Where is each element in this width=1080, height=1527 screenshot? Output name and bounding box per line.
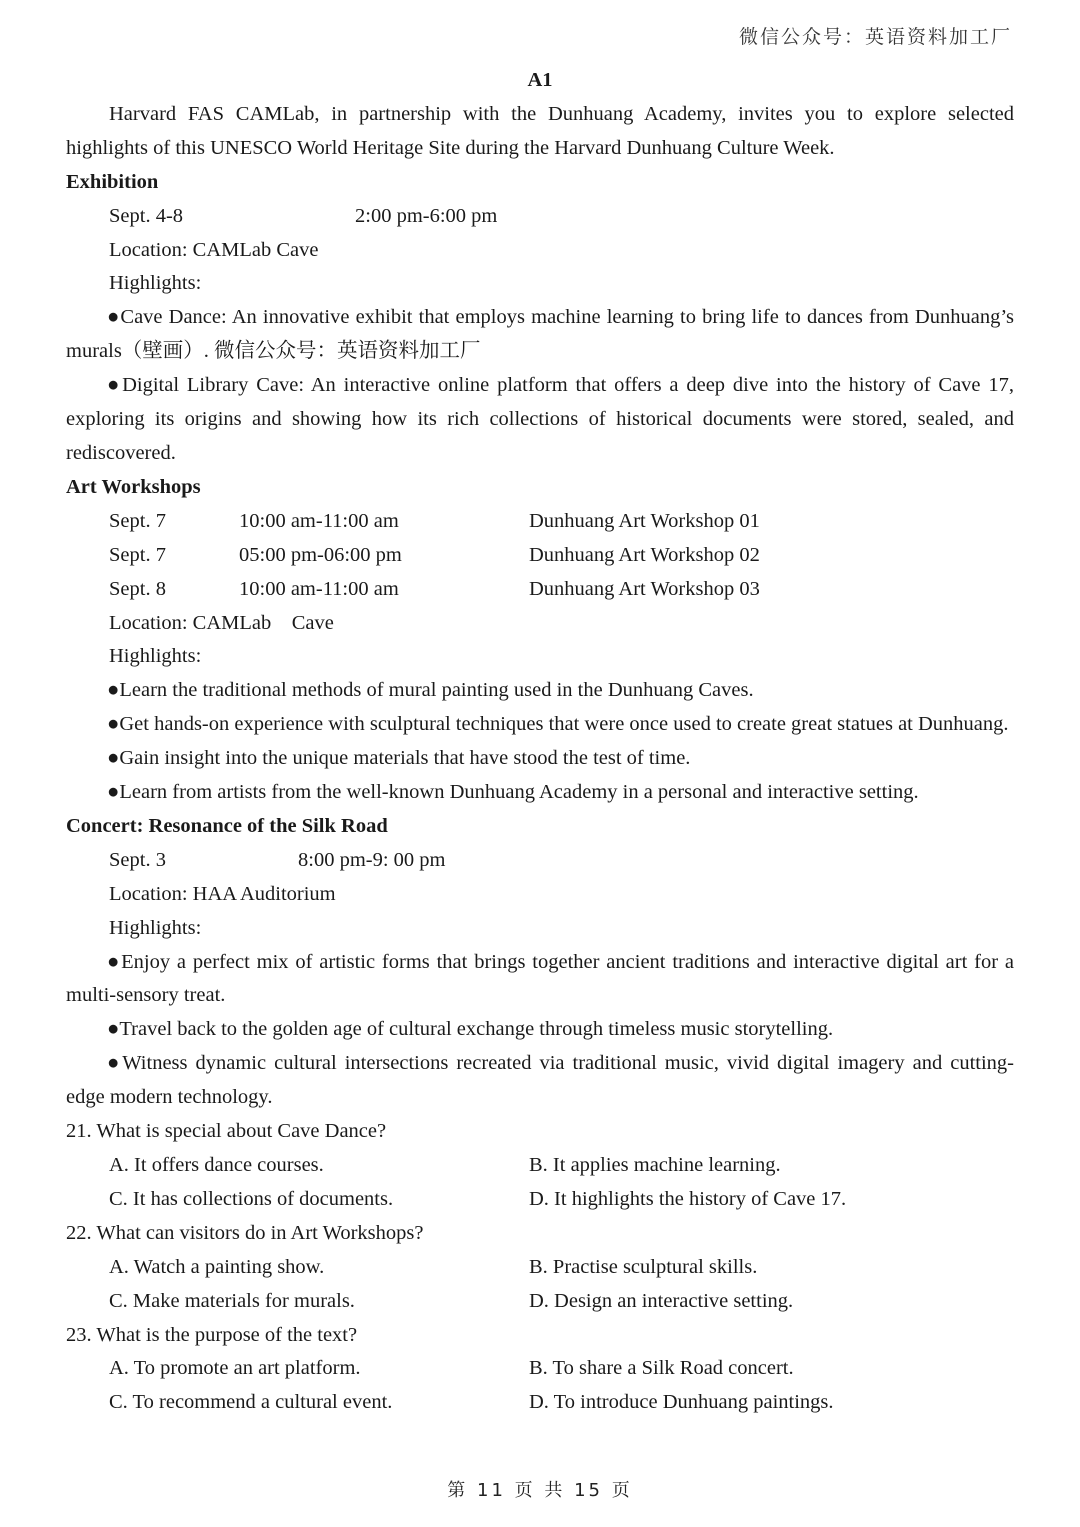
concert-time: 8:00 pm-9: 00 pm [298,848,446,871]
workshop-name: Dunhuang Art Workshop 02 [529,543,760,566]
exhibition-bullet: ●Digital Library Cave: An interactive online platform that offers a deep dive into the history of Cave 17, exploring its origins and showing how its rich collections of historical documents were stored, sealed, and rediscovered. [66,374,1014,464]
exhibition-bullet: ●Cave Dance: An innovative exhibit that employs machine learning to bring life to dances from Dunhuang’s murals（壁画）. 微信公众号：英语资料加工厂 [66,306,1014,363]
workshop-bullet: ●Learn from artists from the well-known Dunhuang Academy in a personal and interactive setting. [107,781,919,804]
concert-location: Location: HAA Auditorium [109,882,336,905]
option-d: D. Design an interactive setting. [529,1289,794,1312]
concert-bullet: ●Enjoy a perfect mix of artistic forms that brings together ancient traditions and interactive digital art for a multi-sensory treat. [66,950,1014,1007]
exhibition-heading: Exhibition [66,170,159,193]
exhibition-time: 2:00 pm-6:00 pm [355,204,498,227]
workshop-time: 05:00 pm-06:00 pm [239,543,402,566]
question-stem: 21. What is special about Cave Dance? [66,1120,387,1143]
passage-title: A1 [527,69,553,91]
option-b: B. It applies machine learning. [529,1154,781,1176]
page-number: 第 11 页 共 15 页 [447,1480,633,1501]
workshops-heading: Art Workshops [66,475,201,498]
intro-paragraph: Harvard FAS CAMLab, in partnership with the Dunhuang Academy, invites you to explore selected highlights of this UNESCO World Heritage Site during the Harvard Dunhuang Culture Week. [66,102,1014,159]
question-22 [66,1217,1014,1319]
option-b: B. To share a Silk Road concert. [529,1357,794,1380]
workshop-bullet: ●Gain insight into the unique materials that have stood the test of time. [107,747,691,770]
option-c: C. To recommend a cultural event. [109,1391,393,1414]
workshop-date: Sept. 8 [109,577,166,600]
exhibition-date: Sept. 4-8 [109,204,184,227]
exhibition-location: Location: CAMLab Cave [109,238,319,261]
concert-heading: Concert: Resonance of the Silk Road [66,814,388,837]
option-d: D. To introduce Dunhuang paintings. [529,1391,834,1414]
question-21 [66,1115,1014,1217]
workshop-session [66,539,1014,573]
workshop-date: Sept. 7 [109,543,166,566]
option-b: B. Practise sculptural skills. [529,1255,758,1278]
workshop-name: Dunhuang Art Workshop 01 [529,509,760,532]
option-c: C. Make materials for murals. [109,1289,355,1312]
workshop-name: Dunhuang Art Workshop 03 [529,577,760,600]
exhibition-highlights-label: Highlights: [109,272,202,295]
concert-date: Sept. 3 [109,848,166,871]
concert-bullet: ●Travel back to the golden age of cultural exchange through timeless music storytelling. [107,1018,834,1041]
option-a: A. It offers dance courses. [109,1154,324,1176]
option-c: C. It has collections of documents. [109,1187,394,1210]
workshop-session [66,505,1014,539]
concert-schedule [66,844,1014,878]
concert-bullet: ●Witness dynamic cultural intersections recreated via traditional music, vivid digital imagery and cutting-edge modern technology. [66,1052,1014,1109]
concert-highlights-label: Highlights: [109,916,202,939]
document-body [66,64,1014,1420]
exhibition-schedule [66,200,1014,234]
workshop-time: 10:00 am-11:00 am [239,509,399,532]
question-23 [66,1319,1014,1421]
question-stem: 23. What is the purpose of the text? [66,1323,358,1346]
header-watermark: 微信公众号：英语资料加工厂 [738,26,1012,48]
option-a: A. Watch a painting show. [109,1255,325,1278]
workshop-bullet: ●Learn the traditional methods of mural painting used in the Dunhuang Caves. [107,679,754,702]
question-stem: 22. What can visitors do in Art Workshops? [66,1221,424,1244]
workshop-session [66,573,1014,607]
workshops-highlights-label: Highlights: [109,645,202,668]
option-d: D. It highlights the history of Cave 17. [529,1187,847,1210]
workshop-date: Sept. 7 [109,509,166,532]
option-a: A. To promote an art platform. [109,1357,361,1380]
workshops-location: Location: CAMLab Cave [109,611,334,634]
workshop-bullet: ●Get hands-on experience with sculptural techniques that were once used to create great statues at Dunhuang. [107,713,1009,736]
workshop-time: 10:00 am-11:00 am [239,577,399,600]
